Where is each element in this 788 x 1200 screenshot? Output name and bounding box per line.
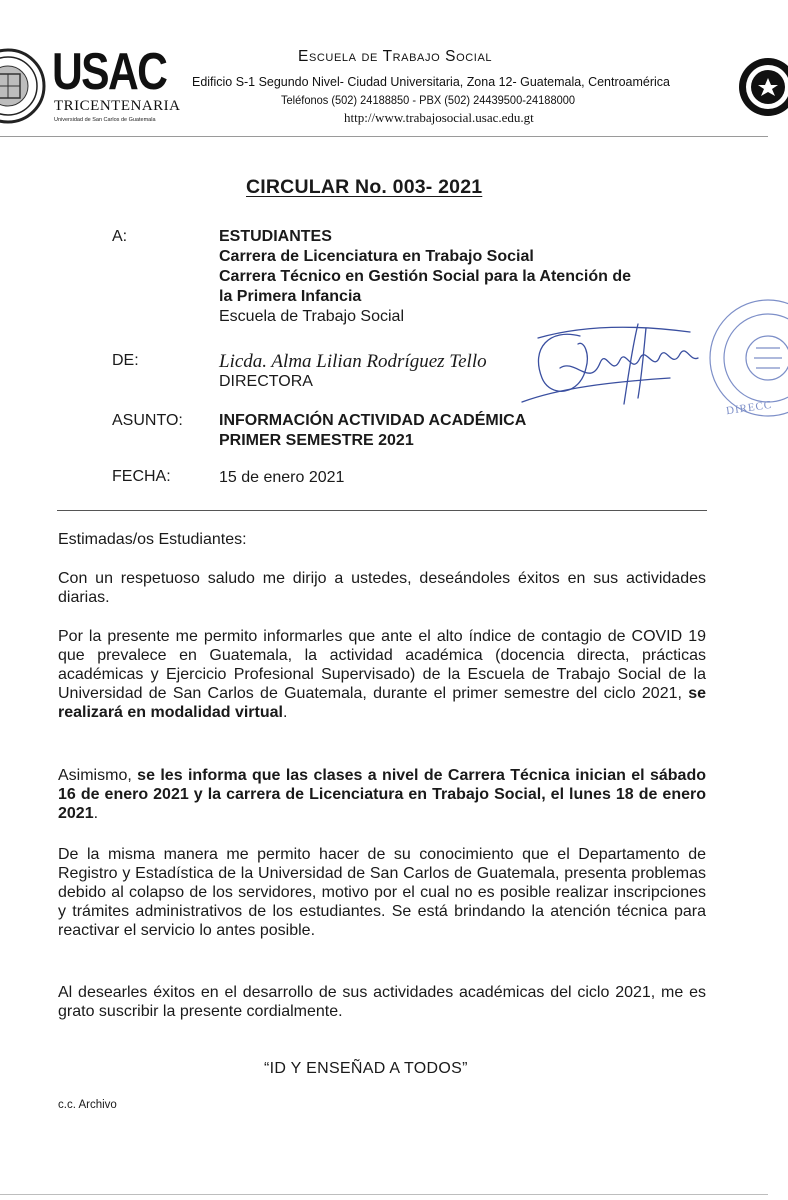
paragraph-text: Asimismo, [58,767,138,784]
from-label: DE: [112,352,139,369]
cc-note: c.c. Archivo [58,1099,117,1111]
usac-seal-icon [0,44,46,128]
subject-line: PRIMER SEMESTRE 2021 [219,432,414,449]
recipient-line: ESTUDIANTES [219,228,332,245]
recipient-line: Carrera Técnico en Gestión Social para la Atención de [219,268,631,285]
paragraph-text: . [93,805,99,822]
subject-label: ASUNTO: [112,412,183,429]
recipient-block [219,227,631,327]
paragraph-emphasis: se realizará en modalidad virtual [58,685,706,721]
sender-role: DIRECTORA [219,373,313,390]
paragraph-3 [58,766,706,823]
header-divider [0,136,768,137]
school-phones: Teléfonos (502) 24188850 - PBX (502) 24439500-24188000 [281,93,576,107]
logo-subtitle: TRICENTENARIA [54,98,181,114]
school-website: http://www.trabajosocial.usac.edu.gt [344,110,534,125]
recipient-line: Carrera de Licenciatura en Trabajo Social [219,248,534,265]
paragraph-2 [58,627,706,722]
date-value: 15 de enero 2021 [219,469,345,486]
stamp-text: DIRECC [725,398,773,418]
date-label: FECHA: [112,468,171,485]
page-bottom-edge [0,1194,768,1195]
paragraph-text: . [282,704,288,721]
subject-block [219,411,526,451]
paragraph-emphasis: se les informa que las clases a nivel de Carrera Técnica inician el sábado 16 de enero 2021 y la carrera de Licenciatura en Trabajo Social, el lunes 18 de enero 2021 [58,767,706,822]
greeting: Estimadas/os Estudiantes: [58,531,247,548]
school-seal-icon [738,44,788,130]
logo-small-caption: Universidad de San Carlos de Guatemala [54,117,156,123]
body-divider [57,510,707,511]
usac-logo-text: USAC [52,43,167,101]
to-label: A: [112,228,128,245]
subject-line: INFORMACIÓN ACTIVIDAD ACADÉMICA [219,412,527,429]
paragraph-4: De la misma manera me permito hacer de su conocimiento que el Departamento de Registro y Estadística de la Universidad de San Carlos de Guatemala, presenta problemas debido al colapso de los servidores, motivo por el cual no es posible realizar inscripciones y trámites administrativos de los estudiantes. Se está brindando la atención técnica para reactivar el servicio lo antes posible. [58,846,706,939]
motto: “ID Y ENSEÑAD A TODOS” [264,1060,468,1077]
paragraph-text: Por la presente me permito informarles que ante el alto índice de contagio de COVID 19 que prevalece en Guatemala, la actividad académica (docencia directa, prácticas académicas y Ejercicio Profesional Supervisado) de la Escuela de Trabajo Social de la Universidad de San Carlos de Guatemala, durante el primer semestre del ciclo 2021, [58,628,706,702]
school-address: Edificio S-1 Segundo Nivel- Ciudad Universitaria, Zona 12- Guatemala, Centroamérica [192,74,670,89]
paragraph-5: Al desearles éxitos en el desarrollo de sus actividades académicas del ciclo 2021, me es grato suscribir la presente cordialmente. [58,984,706,1020]
signature-icon [520,318,710,410]
sender-name: Licda. Alma Lilian Rodríguez Tello [219,351,487,372]
recipient-line: la Primera Infancia [219,288,362,305]
circular-title: CIRCULAR No. 003- 2021 [246,176,483,198]
paragraph-1: Con un respetuoso saludo me dirijo a ustedes, deseándoles éxitos en sus actividades diarias. [58,570,706,606]
recipient-line: Escuela de Trabajo Social [219,308,404,325]
school-name: Escuela de Trabajo Social [298,48,493,65]
